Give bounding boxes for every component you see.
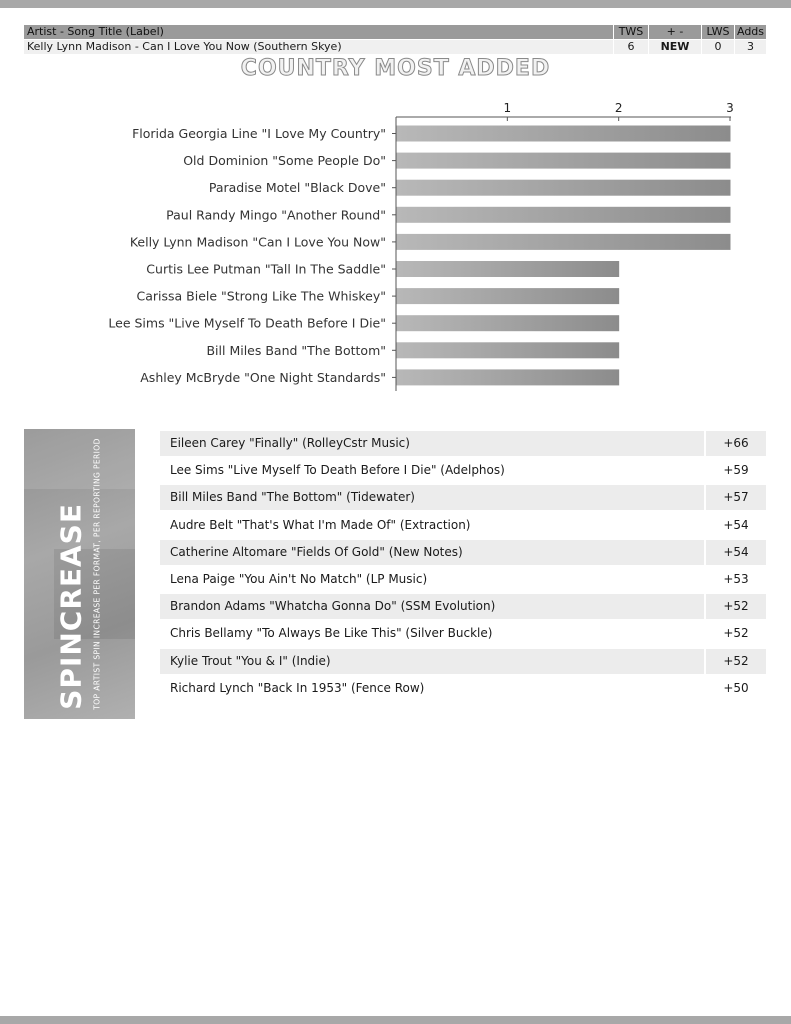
spin-song-title: Lena Paige "You Ain't No Match" (LP Music) bbox=[170, 571, 428, 586]
spin-song-title: Catherine Altomare "Fields Of Gold" (New Notes) bbox=[170, 544, 463, 559]
row-tws: 6 bbox=[613, 40, 648, 54]
spincrease-list bbox=[160, 431, 766, 703]
spin-increase-value: +57 bbox=[704, 485, 766, 510]
category-label: Paul Randy Mingo "Another Round" bbox=[166, 207, 386, 223]
bar bbox=[397, 153, 731, 169]
list-item bbox=[160, 676, 766, 701]
category-label: Kelly Lynn Madison "Can I Love You Now" bbox=[129, 234, 386, 250]
row-change: NEW bbox=[648, 40, 701, 54]
spin-increase-value: +52 bbox=[704, 649, 766, 674]
list-item bbox=[160, 485, 766, 510]
spin-song-title: Bill Miles Band "The Bottom" (Tidewater) bbox=[170, 490, 415, 505]
table-row bbox=[24, 40, 766, 54]
category-label: Ashley McBryde "One Night Standards" bbox=[140, 369, 386, 385]
bar bbox=[397, 180, 731, 196]
top-border-bar bbox=[0, 0, 791, 8]
bar bbox=[397, 315, 620, 331]
row-adds: 3 bbox=[734, 40, 766, 54]
spincrease-label bbox=[54, 438, 102, 710]
bar bbox=[397, 288, 620, 304]
spin-song-title: Kylie Trout "You & I" (Indie) bbox=[170, 653, 331, 668]
section-title: COUNTRY MOST ADDED bbox=[240, 56, 551, 81]
spin-song-title: Richard Lynch "Back In 1953" (Fence Row) bbox=[170, 680, 425, 695]
category-label: Florida Georgia Line "I Love My Country" bbox=[132, 126, 386, 141]
spin-song-title: Audre Belt "That's What I'm Made Of" (Extraction) bbox=[170, 517, 471, 532]
spin-increase-value: +59 bbox=[704, 458, 766, 483]
list-item bbox=[160, 540, 766, 565]
bar bbox=[397, 234, 731, 250]
header-lws: LWS bbox=[701, 25, 734, 39]
spincrease-title: SPINCREASE bbox=[54, 503, 88, 710]
x-tick-label: 1 bbox=[503, 101, 512, 115]
header-title: Artist - Song Title (Label) bbox=[27, 25, 164, 38]
category-label: Bill Miles Band "The Bottom" bbox=[206, 342, 386, 358]
header-adds: Adds bbox=[734, 25, 766, 39]
row-title: Kelly Lynn Madison - Can I Love You Now (Southern Skye) bbox=[27, 40, 342, 53]
bar-chart-svg bbox=[0, 96, 791, 396]
bar bbox=[397, 207, 731, 223]
spin-song-title: Eileen Carey "Finally" (RolleyCstr Music) bbox=[170, 436, 410, 450]
bar bbox=[397, 342, 620, 358]
list-item bbox=[160, 594, 766, 619]
bottom-border-bar bbox=[0, 1016, 791, 1024]
category-label: Old Dominion "Some People Do" bbox=[183, 153, 386, 169]
header-tws: TWS bbox=[613, 25, 648, 39]
list-item bbox=[160, 458, 766, 483]
spin-song-title: Chris Bellamy "To Always Be Like This" (Silver Buckle) bbox=[170, 626, 493, 641]
spincrease-subtitle: TOP ARTIST SPIN INCREASE PER FORMAT, PER REPORTING PERIOD bbox=[92, 438, 102, 710]
category-label: Carissa Biele "Strong Like The Whiskey" bbox=[136, 288, 386, 304]
category-label: Paradise Motel "Black Dove" bbox=[208, 180, 386, 196]
spin-increase-value: +54 bbox=[704, 513, 766, 538]
bar bbox=[397, 369, 620, 385]
row-lws: 0 bbox=[701, 40, 734, 54]
table-header-row bbox=[24, 25, 766, 39]
spin-increase-value: +54 bbox=[704, 540, 766, 565]
spin-increase-value: +52 bbox=[704, 621, 766, 646]
x-tick-label: 2 bbox=[614, 101, 623, 115]
list-item bbox=[160, 621, 766, 646]
list-item bbox=[160, 431, 766, 456]
list-item bbox=[160, 513, 766, 538]
spin-song-title: Brandon Adams "Whatcha Gonna Do" (SSM Evolution) bbox=[170, 599, 496, 614]
category-label: Curtis Lee Putman "Tall In The Saddle" bbox=[146, 261, 386, 277]
list-item bbox=[160, 567, 766, 592]
spin-increase-value: +50 bbox=[704, 676, 766, 701]
header-change: + - bbox=[648, 25, 701, 39]
bar bbox=[397, 126, 731, 142]
chart-position-table bbox=[24, 25, 766, 54]
list-item bbox=[160, 649, 766, 674]
spincrease-panel bbox=[24, 429, 135, 719]
bar bbox=[397, 261, 620, 277]
spin-increase-value: +52 bbox=[704, 594, 766, 619]
spin-increase-value: +53 bbox=[704, 567, 766, 592]
x-tick-label: 3 bbox=[726, 101, 734, 115]
spin-increase-value: +66 bbox=[704, 431, 766, 456]
most-added-bar-chart bbox=[0, 96, 791, 396]
spin-song-title: Lee Sims "Live Myself To Death Before I Die" (Adelphos) bbox=[170, 463, 505, 478]
category-label: Lee Sims "Live Myself To Death Before I Die" bbox=[108, 315, 386, 331]
